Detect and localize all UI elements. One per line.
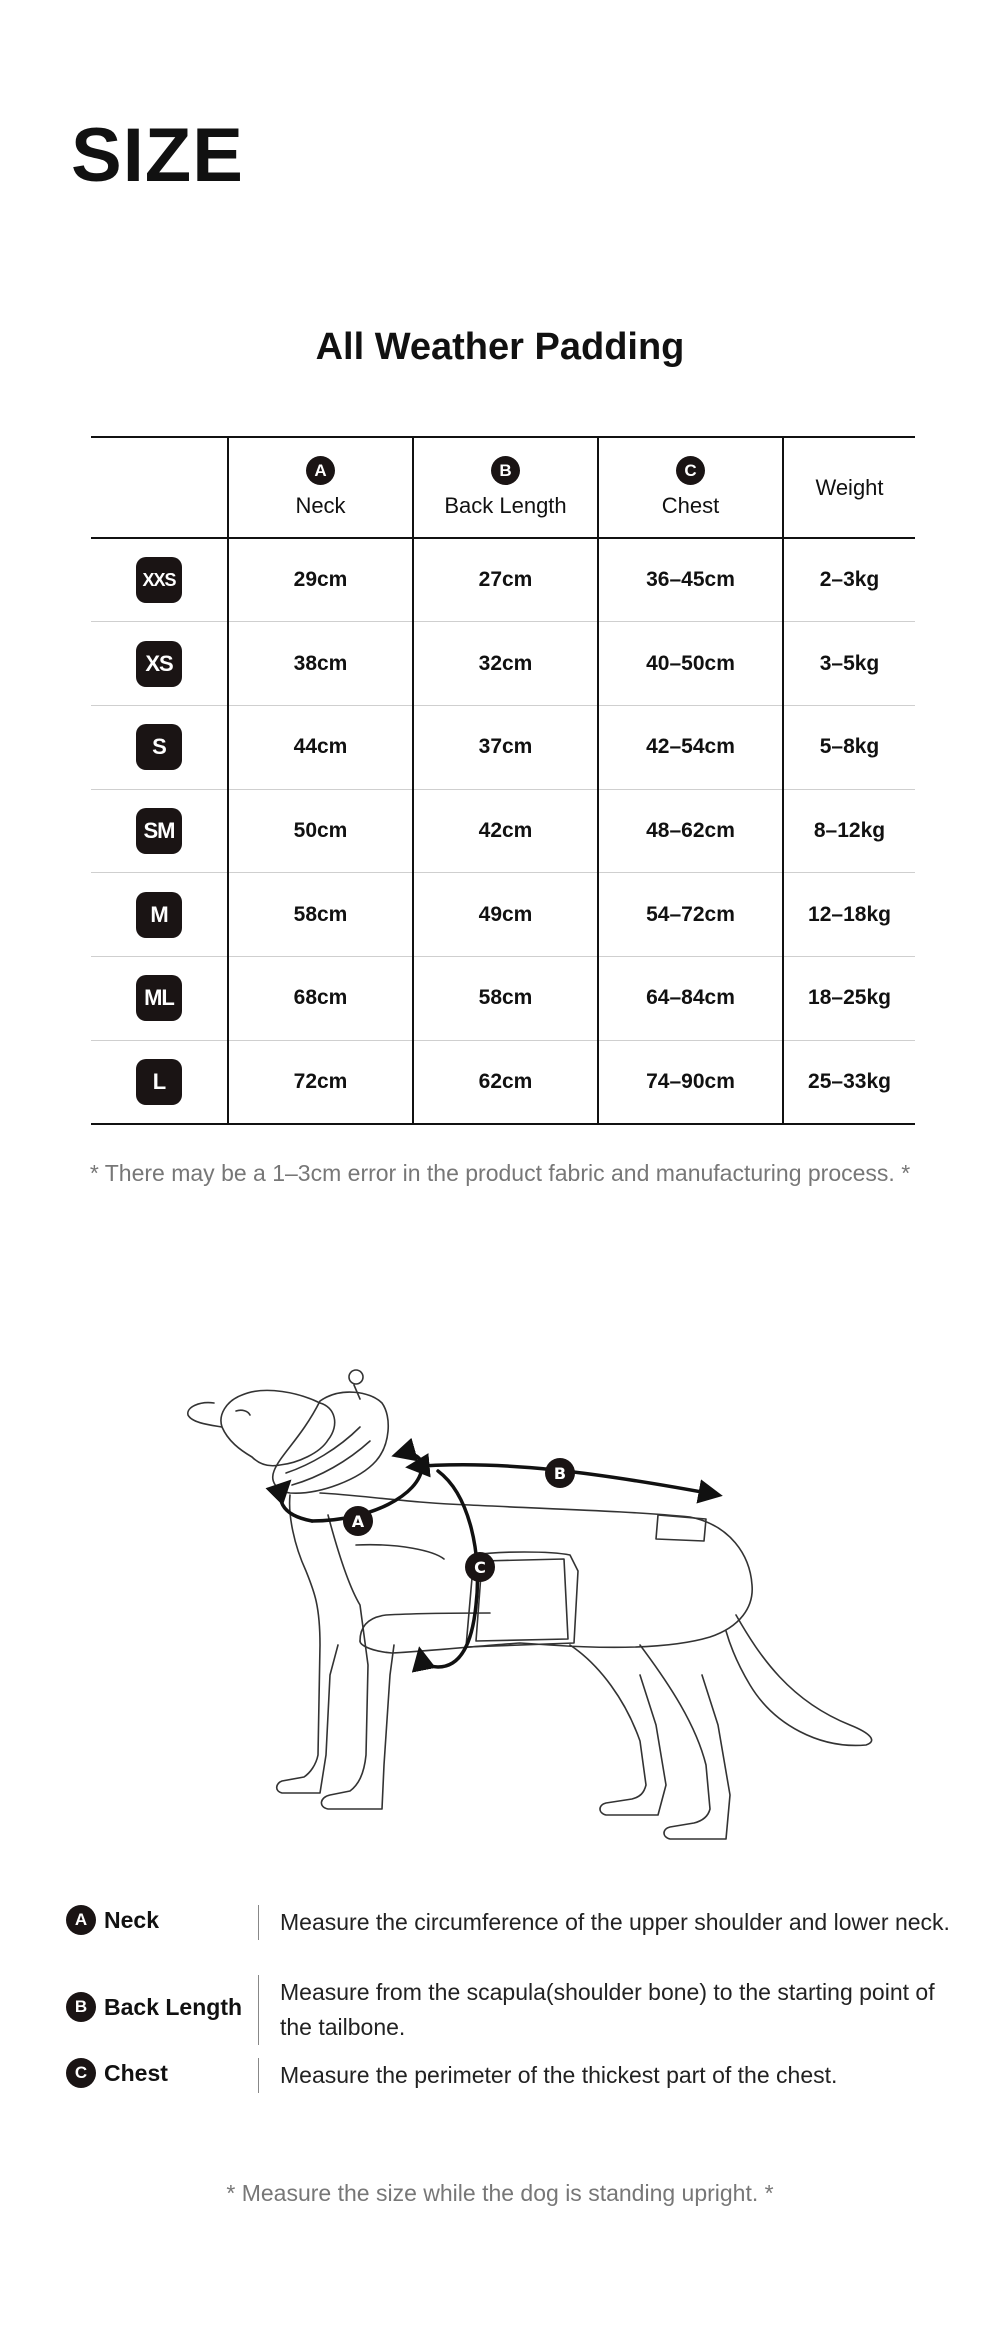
legend-key-chest: [66, 2058, 258, 2088]
cell-chest: 64–84cm: [598, 956, 783, 1040]
header-back-length-label: Back Length: [444, 493, 567, 518]
header-weight: [783, 437, 915, 538]
legend-label-back-length: Back Length: [104, 1993, 243, 2020]
legend-item-chest: [66, 2058, 966, 2108]
cell-neck: 68cm: [228, 956, 413, 1040]
cell-weight: 8–12kg: [783, 789, 915, 873]
legend-item-neck: [66, 1905, 966, 1975]
legend-desc-back-length: Measure from the scapula(shoulder bone) to the starting point of the tailbone.: [258, 1975, 966, 2045]
legend-desc-chest: Measure the perimeter of the thickest part of the chest.: [258, 2058, 966, 2093]
cell-back-length: 58cm: [413, 956, 598, 1040]
header-chest-label: Chest: [661, 493, 720, 518]
figure-badge-c-label: C: [474, 1558, 486, 1577]
cell-weight: 12–18kg: [783, 873, 915, 957]
legend-key-back-length: [66, 1975, 258, 2022]
product-title: All Weather Padding: [315, 326, 685, 368]
cell-back-length: 42cm: [413, 789, 598, 873]
legend-badge-a: A: [66, 1905, 96, 1935]
cell-neck: 44cm: [228, 705, 413, 789]
header-back-length: [413, 437, 598, 538]
note-fabric-error: * There may be a 1–3cm error in the product fabric and manufacturing process. *: [89, 1160, 911, 1186]
figure-badge-c: [465, 1552, 495, 1582]
table-row: [91, 956, 915, 1040]
cell-back-length: 37cm: [413, 705, 598, 789]
table-row: [91, 622, 915, 706]
size-badge: ML: [136, 975, 182, 1021]
size-badge: L: [136, 1059, 182, 1105]
cell-chest: 42–54cm: [598, 705, 783, 789]
size-badge: XS: [136, 641, 182, 687]
table-header-row: [91, 437, 915, 538]
cell-weight: 25–33kg: [783, 1040, 915, 1124]
legend-desc-neck: Measure the circumference of the upper shoulder and lower neck.: [258, 1905, 966, 1940]
cell-weight: 5–8kg: [783, 705, 915, 789]
dog-icon: [188, 1370, 872, 1839]
size-badge: SM: [136, 808, 182, 854]
cell-chest: 48–62cm: [598, 789, 783, 873]
size-badge: S: [136, 724, 182, 770]
header-weight-label: Weight: [815, 474, 884, 500]
cell-neck: 50cm: [228, 789, 413, 873]
figure-badge-b-label: B: [553, 1464, 567, 1483]
table-row: [91, 1040, 915, 1124]
size-badge: M: [136, 892, 182, 938]
measurement-legend: [66, 1905, 966, 2108]
cell-chest: 40–50cm: [598, 622, 783, 706]
cell-back-length: 27cm: [413, 538, 598, 622]
size-badge: XXS: [136, 557, 182, 603]
page-title: SIZE: [71, 113, 244, 198]
legend-badge-b: B: [66, 1992, 96, 2022]
table-row: [91, 538, 915, 622]
badge-c: C: [676, 456, 705, 485]
cell-neck: 72cm: [228, 1040, 413, 1124]
badge-a: A: [306, 456, 335, 485]
badge-b: B: [491, 456, 520, 485]
header-size: [91, 437, 228, 538]
cell-neck: 38cm: [228, 622, 413, 706]
cell-chest: 54–72cm: [598, 873, 783, 957]
header-neck-label: Neck: [295, 493, 346, 518]
cell-chest: 36–45cm: [598, 538, 783, 622]
table-row: [91, 705, 915, 789]
table-row: [91, 789, 915, 873]
cell-back-length: 62cm: [413, 1040, 598, 1124]
table-row: [91, 873, 915, 957]
cell-back-length: 32cm: [413, 622, 598, 706]
cell-weight: 2–3kg: [783, 538, 915, 622]
legend-key-neck: [66, 1905, 258, 1935]
header-chest: [598, 437, 783, 538]
note-standing-upright: * Measure the size while the dog is standing upright. *: [226, 2180, 774, 2206]
figure-badge-a: [343, 1506, 373, 1536]
cell-weight: 18–25kg: [783, 956, 915, 1040]
legend-badge-c: C: [66, 2058, 96, 2088]
header-neck: [228, 437, 413, 538]
legend-item-back-length: [66, 1975, 966, 2058]
dog-measurement-illustration: [170, 1345, 890, 1855]
cell-neck: 58cm: [228, 873, 413, 957]
figure-badge-b: [545, 1458, 575, 1488]
legend-label-chest: Chest: [104, 2059, 168, 2086]
figure-badge-a-label: A: [351, 1512, 365, 1531]
cell-back-length: 49cm: [413, 873, 598, 957]
legend-label-neck: Neck: [104, 1906, 159, 1933]
cell-neck: 29cm: [228, 538, 413, 622]
size-chart-table: [91, 436, 915, 1125]
cell-weight: 3–5kg: [783, 622, 915, 706]
cell-chest: 74–90cm: [598, 1040, 783, 1124]
